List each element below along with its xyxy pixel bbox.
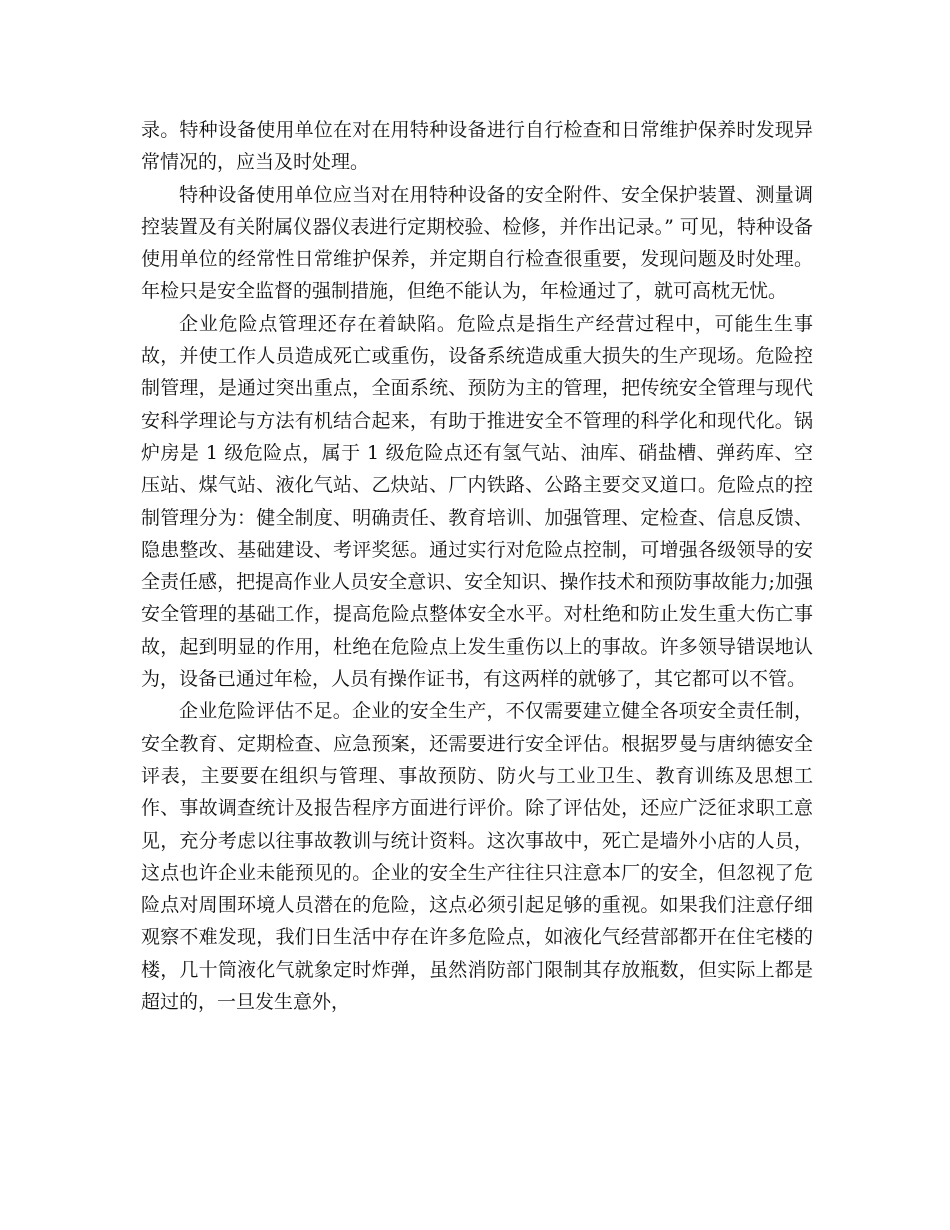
paragraph-4: 企业危险评估不足。企业的安全生产，不仅需要建立健全各项安全责任制，安全教育、定期检查、应急预案，还需要进行安全评估。根据罗曼与唐纳德安全评表，主要要在组织与管理、事故预防、防火与工业卫生、教育训练及思想工作、事故调查统计及报告程序方面进行评价。除了评估处，还应广泛征求职工意见，充分考虑以往事故教训与统计资料。这次事故中，死亡是墙外小店的人员，这点也许企业未能预见的。企业的安全生产往往只注意本厂的安全，但忽视了危险点对周围环境人员潜在的危险，这点必须引起足够的重视。如果我们注意仔细观察不难发现，我们日生活中存在许多危险点，如液化气经营部都开在住宅楼的楼，几十筒液化气就象定时炸弹，虽然消防部门限制其存放瓶数，但实际上都是超过的，一旦发生意外， bbox=[141, 700, 813, 1014]
body-text bbox=[141, 114, 813, 1018]
paragraph-2: 特种设备使用单位应当对在用特种设备的安全附件、安全保护装置、测量调控装置及有关附属仪器仪表进行定期校验、检修，并作出记录。” 可见，特种设备使用单位的经常性日常维护保养，并定期自行检查很重要，发现问题及时处理。年检只是安全监督的强制措施，但绝不能认为，年检通过了，就可高枕无忧。 bbox=[141, 183, 813, 303]
paragraph-1: 录。特种设备使用单位在对在用特种设备进行自行检查和日常维护保养时发现异常情况的，应当及时处理。 bbox=[141, 119, 813, 174]
paragraph-3: 企业危险点管理还存在着缺陷。危险点是指生产经营过程中，可能生生事故，并使工作人员造成死亡或重伤，设备系统造成重大损失的生产现场。危险控制管理，是通过突出重点，全面系统、预防为主的管理，把传统安全管理与现代安科学理论与方法有机结合起来，有助于推进安全不管理的科学化和现代化。锅炉房是 1 级危险点，属于 1 级危险点还有氢气站、油库、硝盐槽、弹药库、空压站、煤气站、液化气站、乙炔站、厂内铁路、公路主要交叉道口。危险点的控制管理分为：健全制度、明确责任、教育培训、加强管理、定检查、信息反馈、隐患整改、基础建设、考评奖惩。通过实行对危险点控制，可增强各级领导的安全责任感，把提高作业人员安全意识、安全知识、操作技术和预防事故能力;加强安全管理的基础工作，提高危险点整体安全水平。对杜绝和防止发生重大伤亡事故，起到明显的作用，杜绝在危险点上发生重伤以上的事故。许多领导错误地认为，设备已通过年检，人员有操作证书，有这两样的就够了，其它都可以不管。 bbox=[141, 312, 813, 691]
